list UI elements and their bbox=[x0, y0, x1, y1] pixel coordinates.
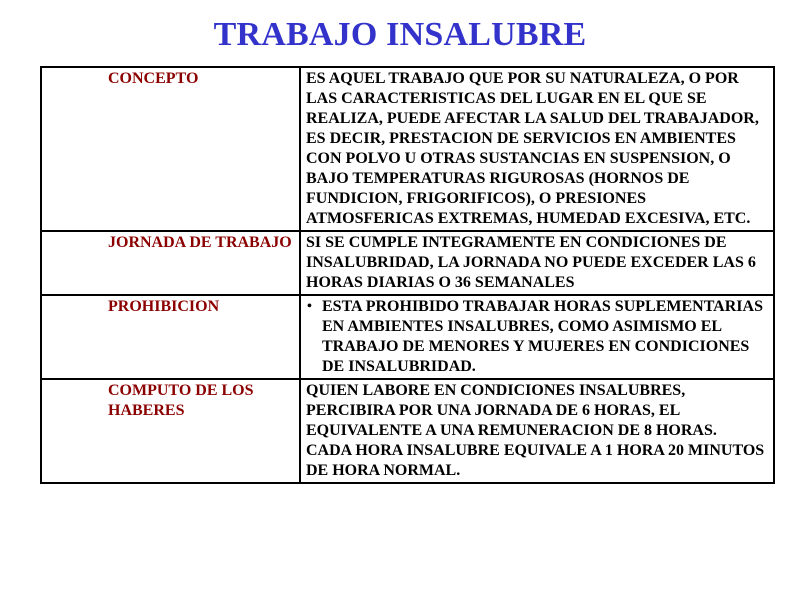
list-item bbox=[306, 297, 769, 377]
bullet-dot-icon: • bbox=[307, 299, 312, 314]
concept-description: SI SE CUMPLE INTEGRAMENTE EN CONDICIONES DE INSALUBRIDAD, LA JORNADA NO PUEDE EXCEDER LAS 6 HORAS DIARIAS O 36 SEMANALES bbox=[300, 231, 774, 295]
slide-title: TRABAJO INSALUBRE bbox=[213, 16, 587, 53]
table-row bbox=[41, 67, 774, 231]
concept-label: CONCEPTO bbox=[41, 67, 300, 231]
concept-label: JORNADA DE TRABAJO bbox=[41, 231, 300, 295]
table-row bbox=[41, 295, 774, 379]
bullet-text: ESTA PROHIBIDO TRABAJAR HORAS SUPLEMENTARIAS EN AMBIENTES INSALUBRES, COMO ASIMISMO EL TRABAJO DE MENORES Y MUJERES EN CONDICIONES DE INSALUBRIDAD. bbox=[322, 298, 763, 375]
info-table bbox=[40, 66, 775, 484]
concept-label: COMPUTO DE LOS HABERES bbox=[41, 379, 300, 483]
description-paragraph: QUIEN LABORE EN CONDICIONES INSALUBRES, PERCIBIRA POR UNA JORNADA DE 6 HORAS, EL EQUIVALENTE A UNA REMUNERACION DE 8 HORAS. bbox=[306, 382, 717, 439]
concept-description: ES AQUEL TRABAJO QUE POR SU NATURALEZA, O POR LAS CARACTERISTICAS DEL LUGAR EN EL QUE SE REALIZA, PUEDE AFECTAR LA SALUD DEL TRABAJADOR, ES DECIR, PRESTACION DE SERVICIOS EN AMBIENTES CON POLVO U OTRAS SUSTANCIAS EN SUSPENSION, O BAJO TEMPERATURAS RIGUROSAS (HORNOS DE FUNDICION, FRIGORIFICOS), O PRESIONES ATMOSFERICAS EXTREMAS, HUMEDAD EXCESIVA, ETC. bbox=[300, 67, 774, 231]
concept-description bbox=[300, 295, 774, 379]
concept-description bbox=[300, 379, 774, 483]
table-row bbox=[41, 231, 774, 295]
table-row bbox=[41, 379, 774, 483]
concept-label: PROHIBICION bbox=[41, 295, 300, 379]
description-paragraph: CADA HORA INSALUBRE EQUIVALE A 1 HORA 20 MINUTOS DE HORA NORMAL. bbox=[306, 442, 765, 479]
bullet-list bbox=[306, 297, 769, 377]
